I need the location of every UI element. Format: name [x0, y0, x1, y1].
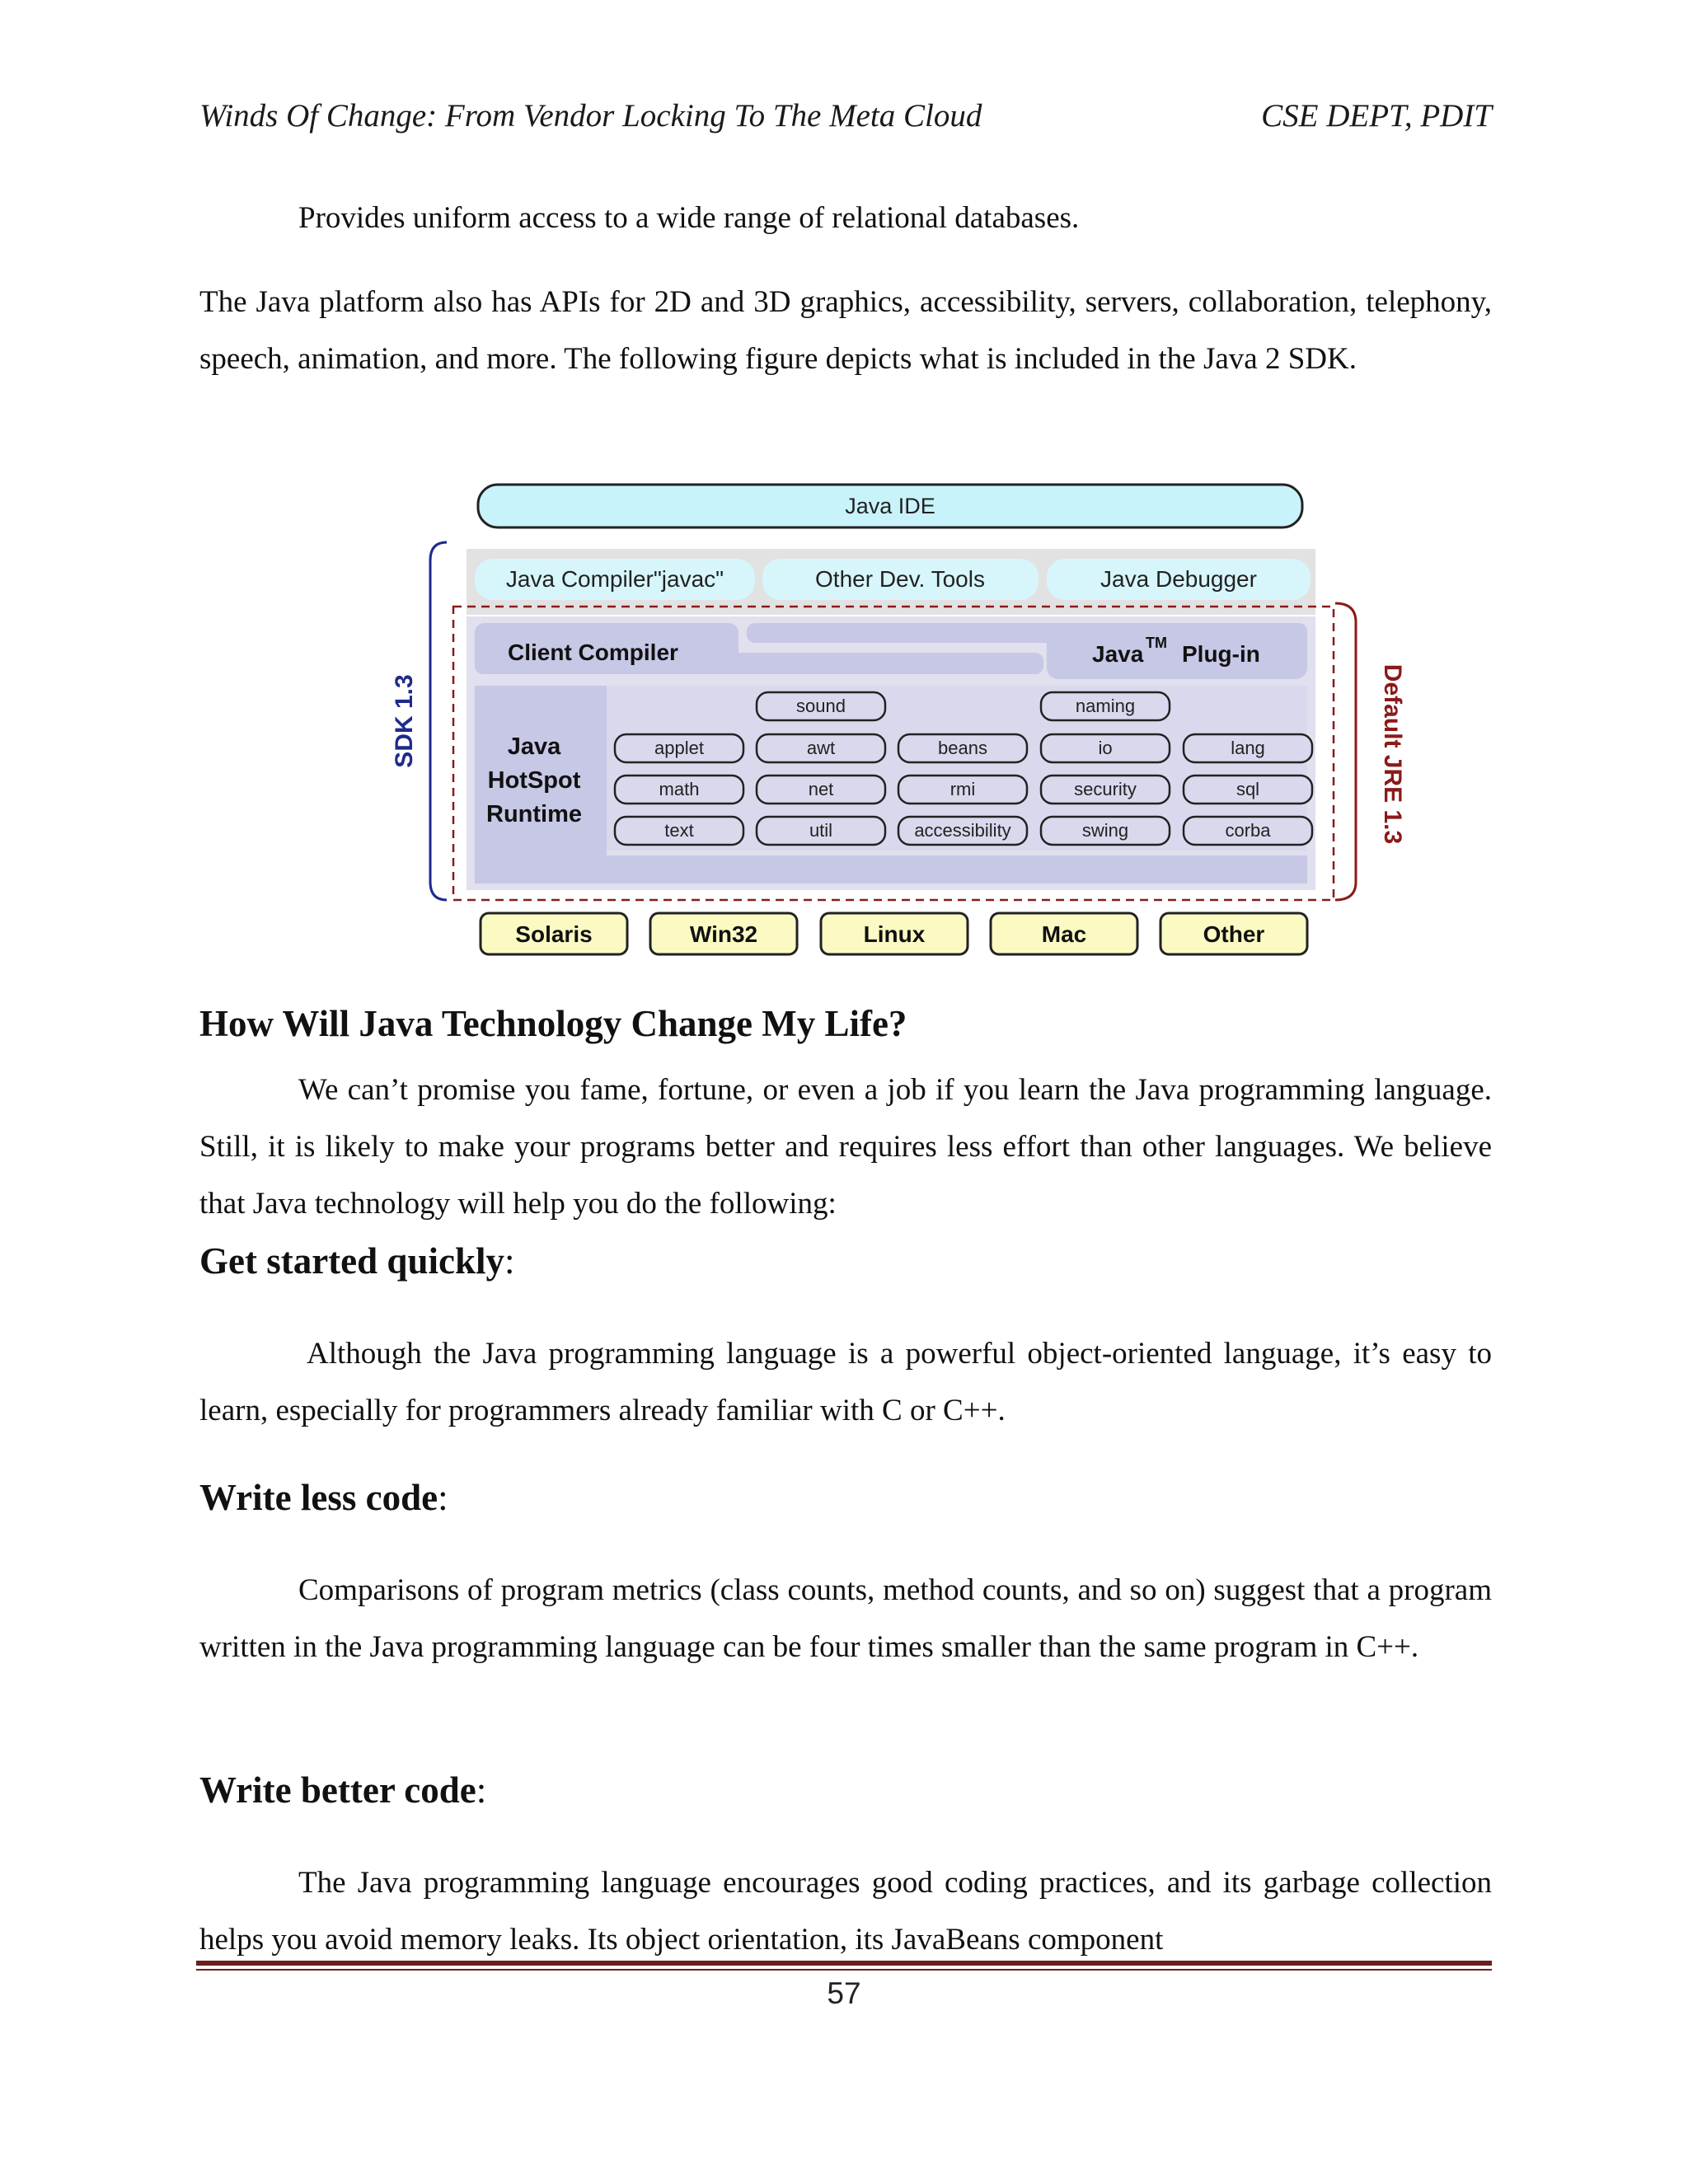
svg-text:security: security	[1074, 779, 1137, 799]
subheading-less-code-colon: :	[438, 1477, 448, 1518]
lib-beans	[898, 734, 1027, 762]
lib-io	[1041, 734, 1170, 762]
svg-text:naming: naming	[1075, 696, 1136, 716]
svg-text:accessibility: accessibility	[914, 820, 1011, 841]
lib-awt	[757, 734, 885, 762]
paragraph-intro: We can’t promise you fame, fortune, or even a job if you learn the Java programming language. Still, it is likely to make your programs better and requires less effort than other languages. We believe that Java technology will help you do the following:	[199, 1073, 1492, 1221]
lib-text	[615, 817, 743, 845]
platform-win32	[650, 913, 797, 954]
svg-text:sql: sql	[1236, 779, 1260, 799]
svg-text:text: text	[664, 820, 694, 841]
java-ide-label: Java IDE	[845, 494, 935, 518]
svg-text:math: math	[659, 779, 700, 799]
header-title: Winds Of Change: From Vendor Locking To The Meta Cloud	[199, 98, 982, 134]
lib-security	[1041, 776, 1170, 804]
client-compiler-label: Client Compiler	[508, 640, 678, 665]
subheading-get-started	[199, 1240, 515, 1282]
runtime-line-2: HotSpot	[487, 767, 581, 794]
svg-text:net: net	[808, 779, 834, 799]
runtime-line-3: Runtime	[486, 801, 582, 827]
plugin-block	[1047, 623, 1307, 679]
footer-rule-thin	[196, 1969, 1492, 1971]
jre-label: Default JRE 1.3	[1379, 663, 1406, 845]
svg-text:swing: swing	[1081, 820, 1129, 841]
lib-net	[757, 776, 885, 804]
jre-bracket	[1335, 603, 1356, 900]
subheading-better-code-title: Write better code	[199, 1769, 476, 1811]
subheading-less-code-title: Write less code	[199, 1477, 438, 1518]
svg-text:corba: corba	[1225, 820, 1271, 841]
svg-text:Win32: Win32	[689, 921, 758, 947]
svg-text:io: io	[1098, 738, 1113, 758]
lib-util	[757, 817, 885, 845]
svg-text:Linux: Linux	[863, 921, 926, 947]
svg-text:util: util	[809, 820, 833, 841]
page-number: 57	[827, 1976, 861, 2010]
lib-naming	[1041, 692, 1170, 720]
tool-compiler-label: Java Compiler"javac"	[505, 566, 724, 592]
svg-text:sound: sound	[796, 696, 846, 716]
subheading-get-started-colon: :	[504, 1240, 515, 1282]
svg-text:rmi: rmi	[950, 779, 976, 799]
lib-sql	[1184, 776, 1312, 804]
subheading-better-code	[199, 1769, 486, 1811]
lib-math	[615, 776, 743, 804]
subheading-less-code	[199, 1476, 448, 1519]
lib-applet	[615, 734, 743, 762]
lib-accessibility	[898, 817, 1027, 845]
tool-devtools-label: Other Dev. Tools	[815, 566, 985, 592]
subheading-better-code-colon: :	[476, 1769, 487, 1811]
paragraph-better-code: The Java programming language encourages good coding practices, and its garbage collection helps you avoid memory leaks. Its object orientation, its JavaBeans component	[199, 1866, 1492, 1957]
platform-solaris	[481, 913, 627, 954]
lib-corba	[1184, 817, 1312, 845]
svg-text:Mac: Mac	[1041, 921, 1087, 947]
svg-text:awt: awt	[806, 738, 836, 758]
lib-sound	[757, 692, 885, 720]
svg-text:beans: beans	[938, 738, 987, 758]
sdk-label: SDK 1.3	[391, 674, 418, 768]
lib-rmi	[898, 776, 1027, 804]
sdk-bracket	[430, 542, 447, 900]
tool-debugger-label: Java Debugger	[1100, 566, 1257, 592]
platform-linux	[821, 913, 968, 954]
svg-text:Solaris: Solaris	[515, 921, 593, 947]
platform-mac	[991, 913, 1137, 954]
paragraph-platform-apis: The Java platform also has APIs for 2D and 3D graphics, accessibility, servers, collaboration, telephony, speech, animation, and more. The following figure depicts what is included in the Java 2 SDK.	[199, 285, 1492, 376]
section-heading: How Will Java Technology Change My Life?	[199, 1003, 907, 1044]
lib-lang	[1184, 734, 1312, 762]
svg-text:Other: Other	[1203, 921, 1265, 947]
paragraph-jdbc: Provides uniform access to a wide range of relational databases.	[298, 201, 1080, 235]
java-sdk-diagram	[387, 478, 1406, 972]
subheading-get-started-title: Get started quickly	[199, 1240, 504, 1282]
plugin-label: Plug-in	[1182, 641, 1260, 667]
plugin-tm-label: TM	[1146, 635, 1167, 651]
svg-text:applet: applet	[654, 738, 704, 758]
plugin-java-label: Java	[1092, 641, 1144, 667]
svg-text:lang: lang	[1231, 738, 1265, 758]
runtime-base	[475, 855, 1307, 883]
lib-swing	[1041, 817, 1170, 845]
paragraph-less-code: Comparisons of program metrics (class counts, method counts, and so on) suggest that a program written in the Java programming language can be four times smaller than the same program in C++.	[199, 1573, 1492, 1664]
footer-rule-thick	[196, 1961, 1492, 1966]
header-dept: CSE DEPT, PDIT	[1261, 98, 1492, 134]
runtime-line-1: Java	[507, 733, 561, 760]
platform-other	[1160, 913, 1307, 954]
paragraph-get-started: Although the Java programming language is a powerful object-oriented language, it’s easy to learn, especially for programmers already familiar with C or C++.	[199, 1337, 1492, 1427]
